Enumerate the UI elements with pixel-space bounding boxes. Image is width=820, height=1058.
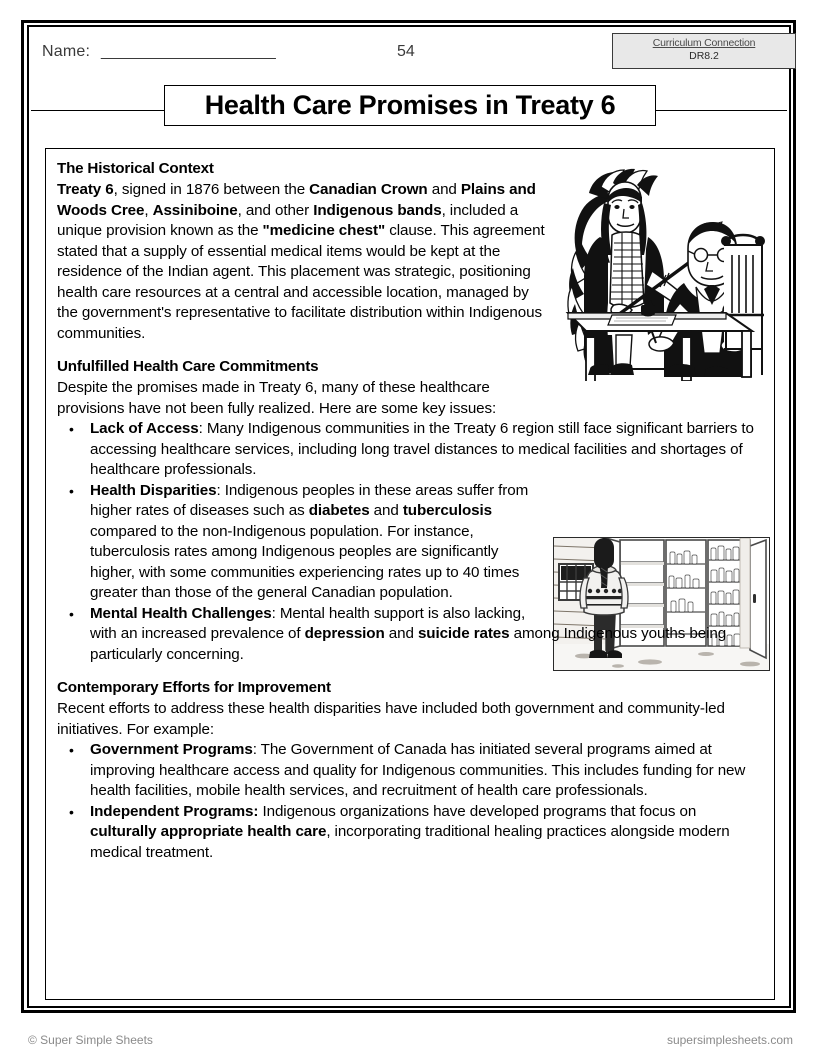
contemporary-bullet-list (57, 740, 763, 863)
list-item: • Lack of Access: Many Indigenous communities in the Treaty 6 region still face significant barriers to accessing healthcare services, including long travel distances to medical facilities and shortages of healthcare professionals. (57, 419, 763, 481)
curriculum-connection-title: Curriculum Connection (652, 37, 756, 49)
list-item: • Mental Health Challenges: Mental health support is also lacking, with an increased prevalence of depression and suicide rates among Indigenous youths being particularly concerning. (57, 604, 763, 666)
section-heading-contemporary-efforts: Contemporary Efforts for Improvement (57, 679, 331, 696)
historical-context-paragraph: Treaty 6, signed in 1876 between the Canadian Crown and Plains and Woods Cree, Assiniboine, and other Indigenous bands, included a unique provision known as the "medicine chest" clause. This agreement stated that a supply of essential medical items would be kept at the residence of the Indian agent. This placement was strategic, positioning health care resources at a central and accessible location, managed by the government's representative to facilitate distribution within Indigenous communities. (57, 181, 545, 342)
curriculum-connection-code: DR8.2 (689, 50, 719, 62)
list-item: • Government Programs: The Government of Canada has initiated several programs aimed at improving healthcare access and quality for Indigenous communities. This includes funding for new health facilities, mobile health services, and recruitment of health care professionals. (57, 740, 763, 802)
website-text: supersimplesheets.com (666, 1033, 793, 1047)
name-blank-line[interactable]: ______________________ (101, 43, 275, 60)
page-title: Health Care Promises in Treaty 6 (204, 90, 616, 120)
page-header (42, 37, 777, 75)
list-item-text: Health Disparities: Indigenous peoples in these areas suffer from higher rates of diseases such as diabetes and tuberculosis compared to the non-Indigenous population. For instance, tuberculosis rates among Indigenous peoples are significantly higher, with some communities experiencing rates up to 40 times greater than those of the general Canadian population. (90, 481, 529, 601)
name-label: Name: (42, 43, 91, 60)
copyright-text: © Super Simple Sheets (28, 1033, 153, 1047)
page-footer (28, 1033, 793, 1051)
unfulfilled-intro-paragraph: Despite the promises made in Treaty 6, many of these healthcare provisions have not been fully realized. Here are some key issues: (57, 379, 497, 417)
content-box (45, 148, 775, 1000)
curriculum-connection-box (612, 33, 796, 69)
page-title-box (164, 85, 656, 126)
list-item (57, 481, 763, 604)
contemporary-intro-paragraph: Recent efforts to address these health disparities have included both government and community-led initiatives. For example: (57, 700, 725, 738)
section-heading-historical-context: The Historical Context (57, 160, 214, 177)
list-item: • Independent Programs: Indigenous organizations have developed programs that focus on culturally appropriate health care, incorporating traditional healing practices alongside modern medical treatment. (57, 802, 763, 864)
cabinet-image-text-wrap-spacer (539, 481, 763, 621)
section-heading-unfulfilled-commitments: Unfulfilled Health Care Commitments (57, 358, 319, 375)
unfulfilled-bullet-list (57, 419, 763, 665)
treaty-image-text-wrap-spacer (545, 159, 763, 381)
page-number: 54 (397, 43, 415, 60)
